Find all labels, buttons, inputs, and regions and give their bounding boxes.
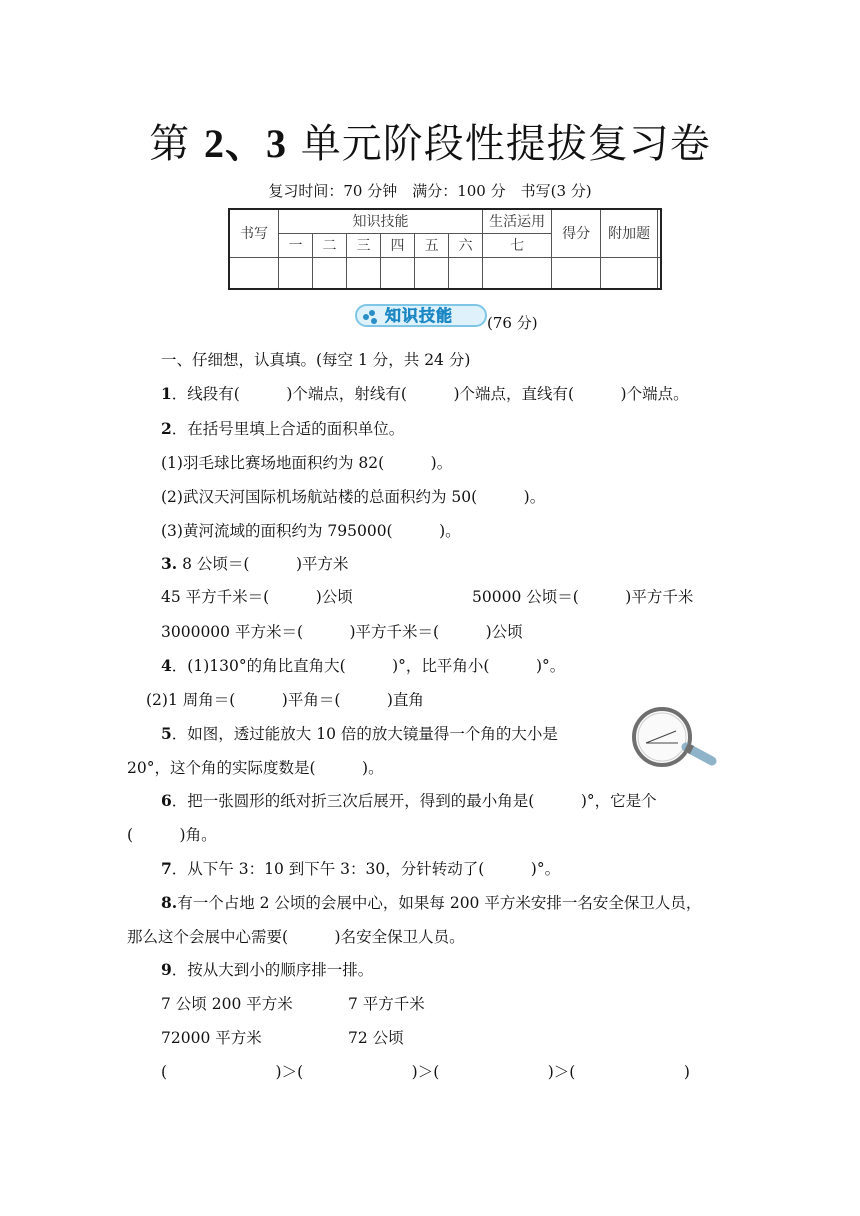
- header-application: 生活运用: [483, 209, 552, 233]
- dots-icon: [363, 310, 379, 324]
- magnifier-icon: [628, 707, 720, 769]
- question-6: 6．把一张圆形的纸对折三次后展开，得到的最小角是( )°，它是个: [161, 791, 657, 810]
- page-title: 第 2、3 单元阶段性提拔复习卷: [149, 121, 711, 167]
- question-3: 3. 8 公顷＝( )平方米: [161, 554, 349, 573]
- col-1: 一: [279, 233, 313, 257]
- item-c: 72000 平方米: [161, 1029, 262, 1047]
- question-4: 4．(1)130°的角比直角大( )°，比平角小( )°。: [161, 656, 566, 675]
- col-6: 六: [449, 233, 483, 257]
- section-points: (76 分): [487, 314, 538, 332]
- score-cell[interactable]: [415, 257, 449, 289]
- col-5: 五: [415, 233, 449, 257]
- score-cell[interactable]: [483, 257, 552, 289]
- question-1: 1．线段有( )个端点，射线有( )个端点，直线有( )个端点。: [161, 384, 689, 403]
- question-5: 5．如图，透过能放大 10 倍的放大镜量得一个角的大小是: [161, 724, 558, 743]
- part-heading: 一、仔细想，认真填。(每空 1 分，共 24 分): [161, 351, 471, 369]
- col-4: 四: [381, 233, 415, 257]
- score-cell[interactable]: [381, 257, 415, 289]
- question-2-2: (2)武汉天河国际机场航站楼的总面积约为 50( )。: [161, 488, 546, 506]
- question-2: 2．在括号里填上合适的面积单位。: [161, 419, 405, 438]
- order-answer: ( )＞( )＞( )＞( ): [161, 1063, 690, 1081]
- item-d: 72 公顷: [348, 1029, 404, 1047]
- score-cell[interactable]: [552, 257, 601, 289]
- item-a: 7 公顷 200 平方米: [161, 995, 293, 1013]
- section-badge-label: 知识技能: [385, 306, 454, 325]
- col-7: 七: [483, 233, 552, 257]
- score-cell[interactable]: [279, 257, 313, 289]
- question-3-c: 50000 公顷＝( )平方千米: [472, 588, 694, 606]
- score-cell[interactable]: [601, 257, 658, 289]
- col-2: 二: [313, 233, 347, 257]
- header-writing: 书写: [229, 209, 279, 257]
- question-6-cont: ( )角。: [127, 826, 217, 844]
- question-4-2: (2)1 周角＝( )平角＝( )直角: [146, 691, 424, 709]
- col-3: 三: [347, 233, 381, 257]
- question-8-cont: 那么这个会展中心需要( )名安全保卫人员。: [127, 928, 465, 946]
- question-5-cont: 20°，这个角的实际度数是( )。: [127, 759, 384, 777]
- header-knowledge: 知识技能: [279, 209, 483, 233]
- item-b: 7 平方千米: [348, 995, 425, 1013]
- score-cell[interactable]: [229, 257, 279, 289]
- section-badge: [355, 304, 487, 327]
- score-table: [228, 208, 662, 290]
- score-cell[interactable]: [449, 257, 483, 289]
- header-score: 得分: [552, 209, 601, 257]
- question-7: 7．从下午 3：10 到下午 3：30，分针转动了( )°。: [161, 859, 561, 878]
- score-cell[interactable]: [658, 257, 661, 289]
- question-3-d: 3000000 平方米＝( )平方千米＝( )公顷: [161, 623, 523, 641]
- question-2-3: (3)黄河流域的面积约为 795000( )。: [161, 522, 461, 540]
- question-2-1: (1)羽毛球比赛场地面积约为 82( )。: [161, 454, 453, 472]
- exam-info: 复习时间：70 分钟 满分：100 分 书写(3 分): [268, 182, 592, 200]
- question-9: 9．按从大到小的顺序排一排。: [161, 960, 374, 979]
- question-8: 8.有一个占地 2 公顷的会展中心，如果每 200 平方米安排一名安全保卫人员，: [161, 893, 702, 912]
- header-extra: 附加题: [601, 209, 658, 257]
- question-3-b: 45 平方千米＝( )公顷: [161, 588, 353, 606]
- score-cell[interactable]: [347, 257, 381, 289]
- score-cell[interactable]: [313, 257, 347, 289]
